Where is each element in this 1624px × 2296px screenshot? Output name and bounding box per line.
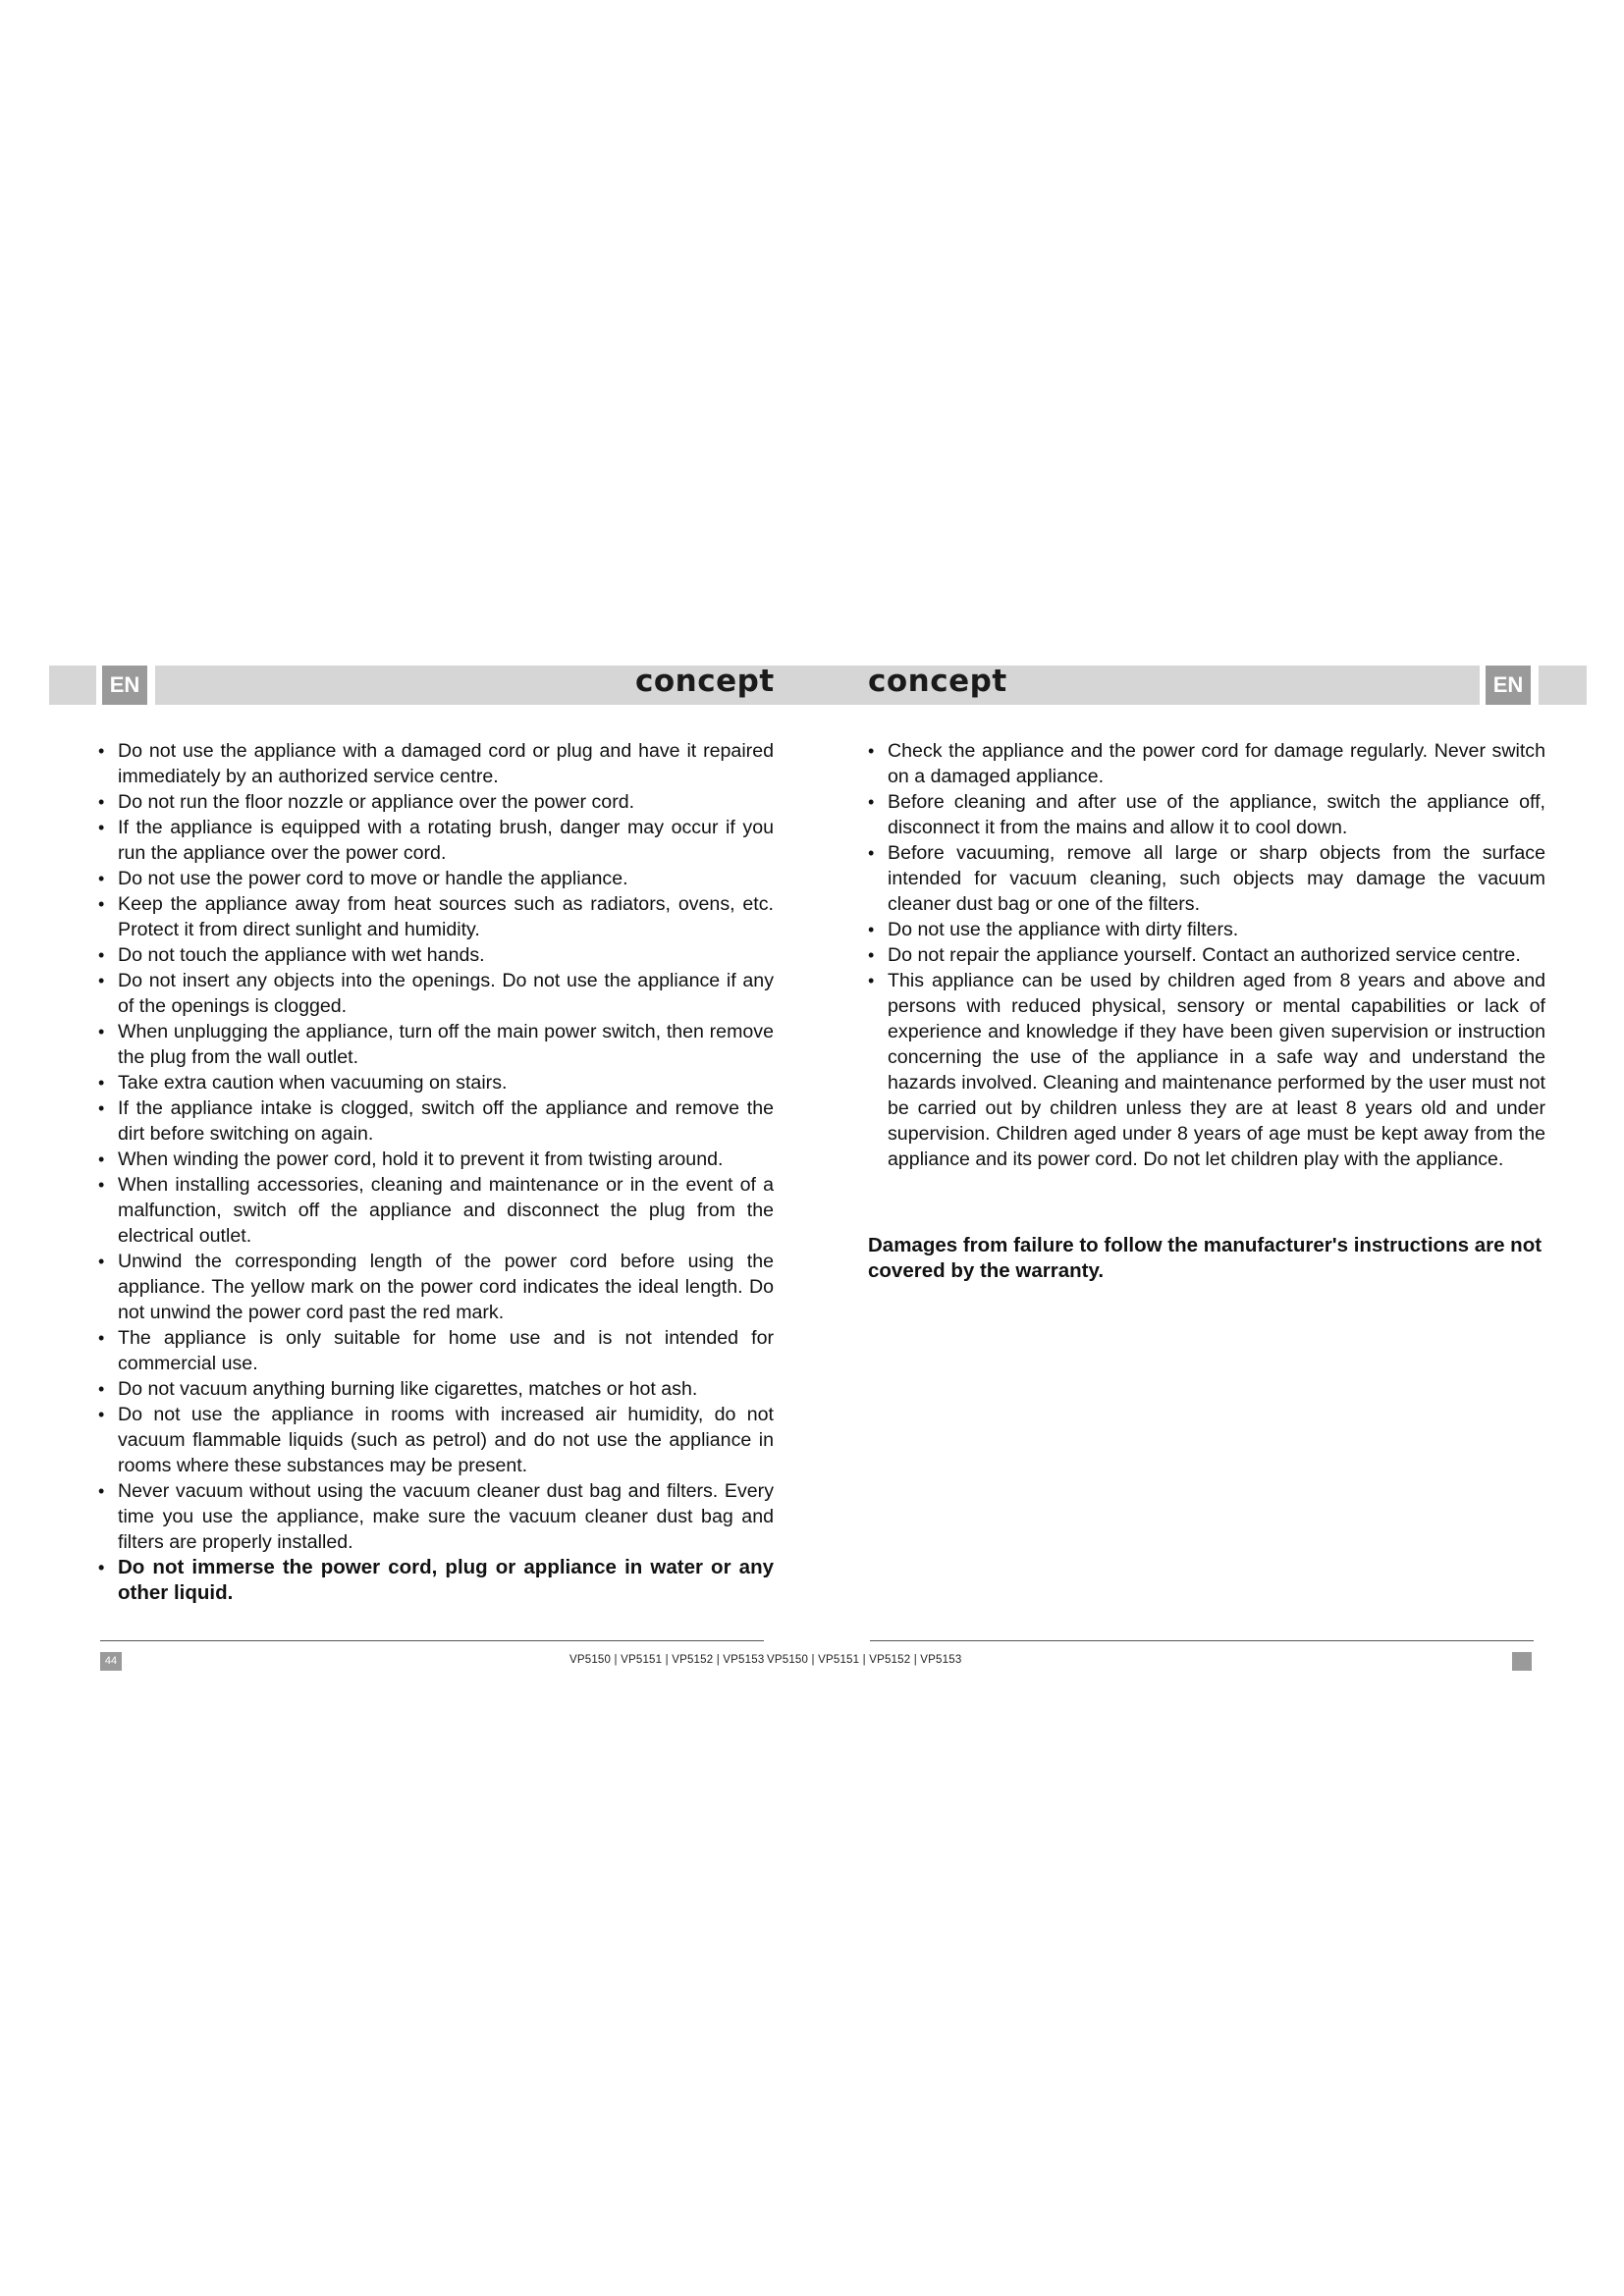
safety-item: • Take extra caution when vacuuming on stairs. [98,1070,774,1095]
left-column [98,738,774,1606]
safety-item: • This appliance can be used by children aged from 8 years and above and persons with reduced physical, sensory or mental capabilities or lack of experience and knowledge if they have been given supervision or instruction concerning the use of the appliance in a safe way and understand the hazards involved. Cleaning and maintenance performed by the user must not be carried out by children unless they are at least 8 years old and under supervision. Children aged under 8 years of age must be kept away from the appliance and its power cord. Do not let children play with the appliance. [868,968,1545,1172]
safety-item: • Do not use the appliance in rooms with increased air humidity, do not vacuum flammable liquids (such as petrol) and do not use the appliance in rooms where these substances may be present. [98,1402,774,1478]
safety-item: • Do not touch the appliance with wet hands. [98,942,774,968]
safety-item: • When installing accessories, cleaning and maintenance or in the event of a malfunction, switch off the appliance and disconnect the plug from the electrical outlet. [98,1172,774,1249]
page-number: 44 [100,1652,122,1671]
safety-list-right [868,738,1545,1172]
safety-item: • Before cleaning and after use of the appliance, switch the appliance off, disconnect it from the mains and allow it to cool down. [868,789,1545,840]
safety-item: • Do not use the power cord to move or handle the appliance. [98,866,774,891]
safety-list-left [98,738,774,1606]
brand-logo-left: concept [635,664,775,699]
safety-item: • Do not run the floor nozzle or appliance over the power cord. [98,789,774,815]
safety-item: • Do not use the appliance with a damaged cord or plug and have it repaired immediately by an authorized service centre. [98,738,774,789]
model-list-left: VP5150 | VP5151 | VP5152 | VP5153 [569,1654,765,1666]
brand-logo-right: concept [868,664,1007,699]
safety-item: • When winding the power cord, hold it to prevent it from twisting around. [98,1147,774,1172]
safety-item: • Unwind the corresponding length of the power cord before using the appliance. The yellow mark on the power cord indicates the ideal length. Do not unwind the power cord past the red mark. [98,1249,774,1325]
safety-item: • When unplugging the appliance, turn off the main power switch, then remove the plug from the wall outlet. [98,1019,774,1070]
safety-item: • Do not vacuum anything burning like cigarettes, matches or hot ash. [98,1376,774,1402]
model-list-right: VP5150 | VP5151 | VP5152 | VP5153 [767,1654,962,1666]
safety-item: • The appliance is only suitable for home use and is not intended for commercial use. [98,1325,774,1376]
language-tag-left: EN [102,666,147,705]
header-separator [1531,666,1539,705]
safety-item: • Never vacuum without using the vacuum cleaner dust bag and filters. Every time you use the appliance, make sure the vacuum cleaner dust bag and filters are properly installed. [98,1478,774,1555]
safety-item: • Keep the appliance away from heat sources such as radiators, ovens, etc. Protect it from direct sunlight and humidity. [98,891,774,942]
footer-rule-right [870,1640,1534,1641]
language-tag-right: EN [1486,666,1531,705]
safety-item: • Check the appliance and the power cord for damage regularly. Never switch on a damaged appliance. [868,738,1545,789]
footer-rule-left [100,1640,764,1641]
warranty-note: Damages from failure to follow the manufacturer's instructions are not covered by the warranty. [868,1234,1543,1282]
safety-item: • Do not insert any objects into the openings. Do not use the appliance if any of the openings is clogged. [98,968,774,1019]
safety-item: • Before vacuuming, remove all large or sharp objects from the surface intended for vacuum cleaning, such objects may damage the vacuum cleaner dust bag or one of the filters. [868,840,1545,917]
right-column [868,738,1545,1172]
safety-item: • Do not immerse the power cord, plug or appliance in water or any other liquid. [98,1555,774,1606]
header-separator [147,666,155,705]
safety-item: • If the appliance is equipped with a rotating brush, danger may occur if you run the appliance over the power cord. [98,815,774,866]
safety-item: • If the appliance intake is clogged, switch off the appliance and remove the dirt before switching on again. [98,1095,774,1147]
safety-item: • Do not repair the appliance yourself. Contact an authorized service centre. [868,942,1545,968]
page-marker [1512,1652,1532,1671]
safety-item: • Do not use the appliance with dirty filters. [868,917,1545,942]
